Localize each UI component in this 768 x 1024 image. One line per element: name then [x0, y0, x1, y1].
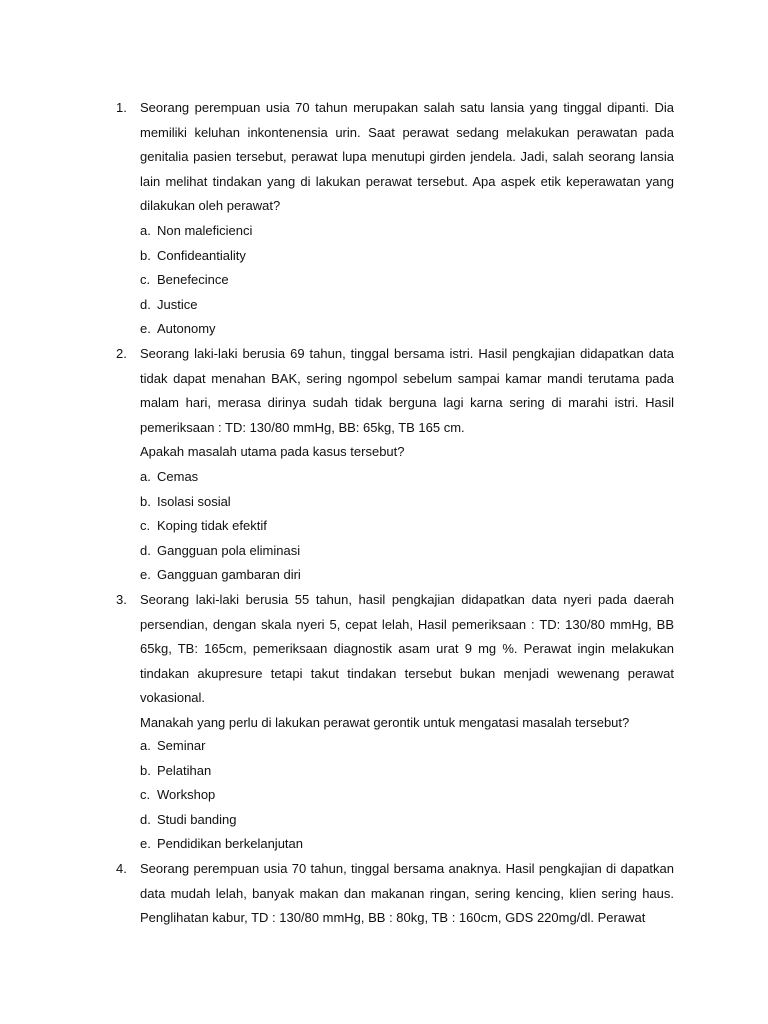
option-text: Gangguan pola eliminasi	[157, 542, 301, 558]
answer-option	[140, 219, 674, 244]
question-stem	[140, 857, 674, 931]
option-text: Seminar	[157, 738, 206, 753]
option-letter: a.	[140, 738, 151, 753]
question-stem	[140, 342, 674, 465]
question-number: 3.	[116, 592, 127, 607]
answer-option	[140, 268, 674, 293]
option-letter: b.	[140, 493, 151, 509]
option-letter: d.	[140, 542, 151, 558]
answer-option	[140, 783, 674, 808]
answer-options	[140, 219, 674, 342]
stem-paragraph: Seorang laki-laki berusia 55 tahun, hasil pengkajian didapatkan data nyeri pada daerah persendian, dengan skala nyeri 5, cepat lelah, Hasil pemeriksaan : TD: 130/80 mmHg, BB 65kg, TB: 165cm, pemeriksaan diagnostik asam urat 9 mg %. Perawat ingin melakukan tindakan akupresure tetapi takut tindakan tersebut bukan menjadi wewenang perawat vokasional.	[140, 592, 674, 706]
answer-option	[140, 759, 674, 784]
option-letter: c.	[140, 272, 151, 288]
option-letter: e.	[140, 321, 151, 337]
option-text: Confideantiality	[157, 247, 246, 263]
answer-option	[140, 734, 674, 759]
option-text: Cemas	[157, 469, 199, 484]
option-text: Workshop	[157, 787, 216, 803]
option-text: Studi banding	[157, 811, 237, 827]
answer-option	[140, 465, 674, 490]
answer-option	[140, 244, 674, 269]
option-letter: e.	[140, 567, 151, 583]
answer-option	[140, 317, 674, 342]
stem-question: Apakah masalah utama pada kasus tersebut?	[140, 444, 405, 460]
question-stem	[140, 588, 674, 736]
question-number: 2.	[116, 346, 127, 361]
question-number: 4.	[116, 861, 127, 876]
stem-paragraph: Seorang laki-laki berusia 69 tahun, tinggal bersama istri. Hasil pengkajian didapatkan data tidak dapat menahan BAK, sering ngompol sebelum sampai kamar mandi terutama pada malam hari, merasa dirinya sudah tidak berguna lagi karna sering di marahi istri. Hasil pemeriksaan : TD: 130/80 mmHg, BB: 65kg, TB 165 cm.	[140, 346, 674, 435]
option-text: Autonomy	[157, 321, 216, 337]
answer-option	[140, 832, 674, 857]
option-text: Pendidikan berkelanjutan	[157, 836, 303, 852]
answer-option	[140, 490, 674, 515]
answer-options	[140, 734, 674, 857]
option-letter: e.	[140, 836, 151, 852]
option-text: Koping tidak efektif	[157, 518, 267, 534]
option-letter: c.	[140, 518, 151, 534]
answer-option	[140, 514, 674, 539]
option-text: Isolasi sosial	[157, 493, 231, 509]
option-letter: a.	[140, 223, 151, 238]
option-text: Gangguan gambaran diri	[157, 567, 301, 583]
answer-options	[140, 465, 674, 588]
question-number: 1.	[116, 100, 127, 115]
option-letter: b.	[140, 762, 151, 778]
answer-option	[140, 539, 674, 564]
option-letter: a.	[140, 469, 151, 484]
question-stem	[140, 96, 674, 219]
answer-option	[140, 563, 674, 588]
stem-paragraph: Seorang perempuan usia 70 tahun merupakan salah satu lansia yang tinggal dipanti. Dia memiliki keluhan inkontenensia urin. Saat perawat sedang melakukan perawatan pada genitalia pasien tersebut, perawat lupa menutupi girden jendela. Jadi, salah seorang lansia lain melihat tindakan yang di lakukan perawat tersebut. Apa aspek etik keperawatan yang dilakukan oleh perawat?	[140, 100, 674, 214]
option-letter: c.	[140, 787, 151, 803]
option-letter: b.	[140, 247, 151, 263]
option-text: Non maleficienci	[157, 223, 253, 238]
option-text: Justice	[157, 296, 198, 312]
option-text: Pelatihan	[157, 762, 212, 778]
option-text: Benefecince	[157, 272, 229, 288]
stem-question: Manakah yang perlu di lakukan perawat gerontik untuk mengatasi masalah tersebut?	[140, 714, 630, 730]
stem-paragraph: Seorang perempuan usia 70 tahun, tinggal bersama anaknya. Hasil pengkajian di dapatkan data mudah lelah, banyak makan dan makanan ringan, sering kencing, klien sering haus. Penglihatan kabur, TD : 130/80 mmHg, BB : 80kg, TB : 160cm, GDS 220mg/dl. Perawat	[140, 861, 674, 926]
option-letter: d.	[140, 296, 151, 312]
answer-option	[140, 808, 674, 833]
answer-option	[140, 293, 674, 318]
option-letter: d.	[140, 811, 151, 827]
